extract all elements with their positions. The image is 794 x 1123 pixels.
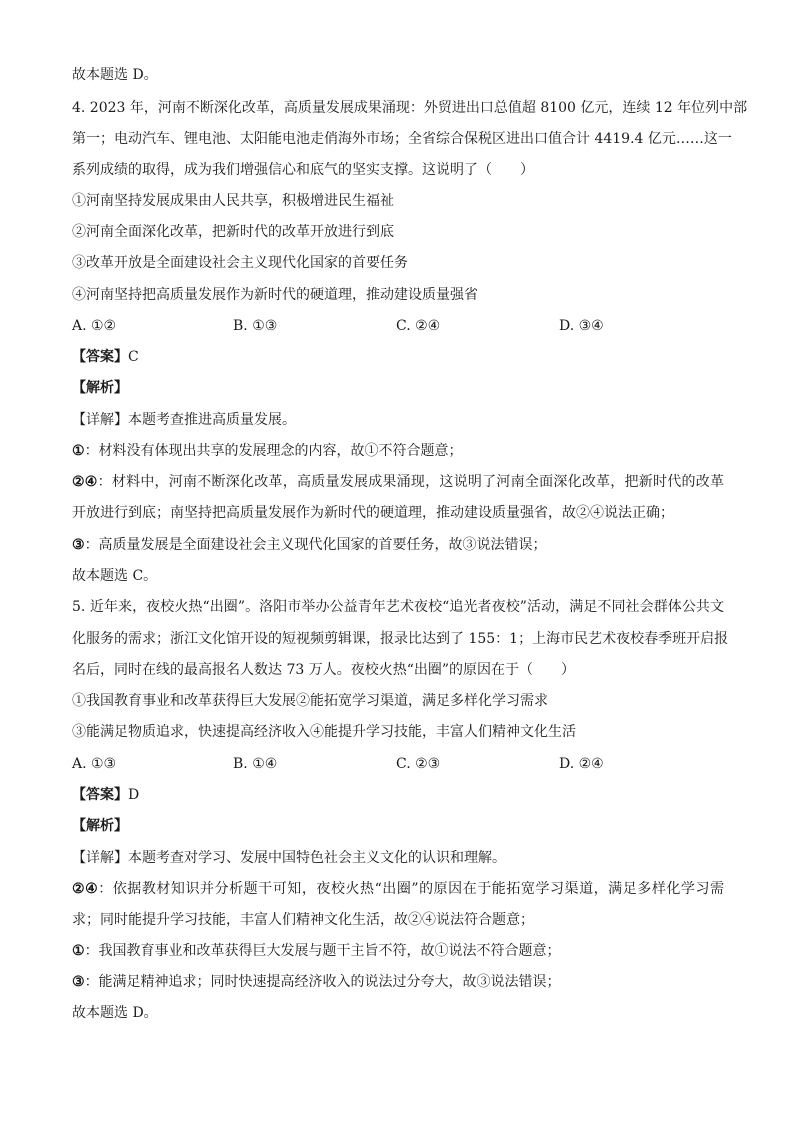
q4-option-a: A. ①② bbox=[72, 318, 117, 334]
q5-point-3 bbox=[72, 973, 561, 991]
q5-stem-line-1: 5. 近年来，夜校火热“出圈”。洛阳市举办公益青年艺术夜校“追光者夜校”活动，满足不同社会群体公共文 bbox=[72, 599, 724, 615]
q5-detail bbox=[72, 849, 506, 867]
q4-item-3: ③改革开放是全面建设社会主义现代化国家的首要任务 bbox=[72, 255, 408, 271]
q4-point-24-line-2: 开放进行到底；南坚持把高质量发展作为新时代的硬道理，推动建设质量强省，故②④说法正确； bbox=[72, 505, 674, 521]
q4-answer-label: 【答案】 bbox=[72, 349, 128, 365]
q4-detail bbox=[72, 411, 296, 429]
q4-point-24-line-1 bbox=[72, 473, 724, 491]
q4-point-1-text: ：材料没有体现出共享的发展理念的内容，故①不符合题意； bbox=[84, 443, 463, 459]
prev-conclusion: 故本题选 D。 bbox=[72, 67, 158, 83]
q4-stem-line-2: 第一；电动汽车、锂电池、太阳能电池走俏海外市场；全省综合保税区进出口值合计 4419.4 亿元……这一 bbox=[72, 131, 732, 147]
q4-stem-line-3: 系列成绩的取得，成为我们增强信心和底气的坚实支撑。这说明了（ ） bbox=[72, 162, 534, 178]
q5-conclusion: 故本题选 D。 bbox=[72, 1005, 158, 1021]
q5-point-1-text: ：我国教育事业和改革获得巨大发展与题干主旨不符，故①说法不符合题意； bbox=[84, 943, 561, 959]
q5-point-24-label: ②④ bbox=[72, 881, 99, 897]
q5-analysis-label: 【解析】 bbox=[72, 818, 128, 834]
q4-answer bbox=[72, 348, 139, 366]
q4-point-3 bbox=[72, 536, 547, 554]
q4-stem-line-1: 4. 2023 年，河南不断深化改革，高质量发展成果涌现：外贸进出口总值超 8100 亿元，连续 12 年位列中部 bbox=[72, 100, 748, 116]
q4-point-3-label: ③ bbox=[72, 537, 85, 553]
q5-point-24-text-1: ：依据教材知识并分析题干可知，夜校火热“出圈”的原因在于能拓宽学习渠道，满足多样化学习需 bbox=[98, 881, 725, 897]
q4-point-1 bbox=[72, 442, 463, 460]
q4-analysis-label: 【解析】 bbox=[72, 380, 128, 396]
q4-detail-text: 本题考查推进高质量发展。 bbox=[128, 412, 296, 428]
q5-items-line-2: ③能满足物质追求，快速提高经济收入④能提升学习技能，丰富人们精神文化生活 bbox=[72, 724, 576, 740]
q4-point-24-text-1: ：材料中，河南不断深化改革，高质量发展成果涌现，这说明了河南全面深化改革，把新时代的改革 bbox=[97, 474, 724, 490]
q5-detail-text: 本题考查对学习、发展中国特色社会主义文化的认识和理解。 bbox=[128, 850, 506, 866]
q4-option-c: C. ②④ bbox=[396, 318, 441, 334]
q4-option-b: B. ①③ bbox=[233, 318, 278, 334]
q5-detail-label: 【详解】 bbox=[72, 850, 128, 866]
q4-point-3-text: ：高质量发展是全面建设社会主义现代化国家的首要任务，故③说法错误； bbox=[84, 537, 547, 553]
q5-option-c: C. ②③ bbox=[396, 756, 441, 772]
q5-point-3-text: ：能满足精神追求；同时快速提高经济收入的说法过分夸大，故③说法错误； bbox=[84, 974, 561, 990]
q4-conclusion: 故本题选 C。 bbox=[72, 568, 158, 584]
q5-point-24-line-2: 求；同时能提升学习技能，丰富人们精神文化生活，故②④说法符合题意； bbox=[72, 912, 534, 928]
q4-item-4: ④河南坚持把高质量发展作为新时代的硬道理，推动建设质量强省 bbox=[72, 287, 478, 303]
q5-answer-value: D bbox=[128, 787, 140, 803]
q5-point-3-label: ③ bbox=[72, 974, 85, 990]
q4-item-2: ②河南全面深化改革，把新时代的改革开放进行到底 bbox=[72, 224, 394, 240]
q4-item-1: ①河南坚持发展成果由人民共享，积极增进民生福祉 bbox=[72, 193, 394, 209]
q5-stem-line-3: 名后，同时在线的最高报名人数达 73 万人。夜校火热“出圈”的原因在于（ ） bbox=[72, 662, 576, 678]
q4-detail-label: 【详解】 bbox=[72, 412, 128, 428]
q5-answer bbox=[72, 786, 139, 804]
q5-option-a: A. ①③ bbox=[72, 756, 117, 772]
q5-option-d: D. ②④ bbox=[559, 756, 604, 772]
q5-stem-line-2: 化服务的需求；浙江文化馆开设的短视频剪辑课，报录比达到了 155：1；上海市民艺术夜校春季班开启报 bbox=[72, 631, 729, 647]
q5-point-24-line-1 bbox=[72, 880, 724, 898]
q5-point-1 bbox=[72, 942, 561, 960]
q5-point-1-label: ① bbox=[72, 943, 85, 959]
q4-point-24-label: ②④ bbox=[72, 474, 98, 490]
q4-point-1-label: ① bbox=[72, 443, 85, 459]
q5-option-b: B. ①④ bbox=[233, 756, 278, 772]
q5-answer-label: 【答案】 bbox=[72, 787, 128, 803]
q5-items-line-1: ①我国教育事业和改革获得巨大发展②能拓宽学习渠道，满足多样化学习需求 bbox=[72, 693, 548, 709]
q4-answer-value: C bbox=[128, 349, 139, 365]
q4-option-d: D. ③④ bbox=[559, 318, 604, 334]
